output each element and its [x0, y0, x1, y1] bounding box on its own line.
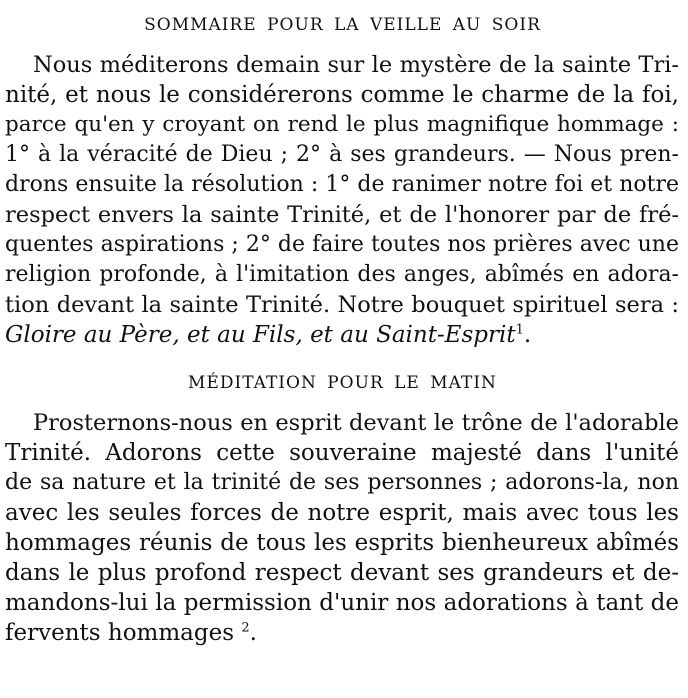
- text-line-final: [5, 618, 679, 648]
- text-line: de sa nature et la trinité de ses personnes ; adorons-la, non: [5, 470, 679, 495]
- paragraph-sommaire: [5, 50, 680, 350]
- text-line: Trinité. Adorons cette souveraine majesté dans l'unité: [5, 440, 679, 466]
- text-line: dans le plus profond respect devant ses grandeurs et de-: [5, 560, 679, 586]
- text-line: religion profonde, à l'imitation des anges, abîmés en adora-: [5, 262, 679, 287]
- paragraph-meditation: [5, 408, 680, 648]
- text-line: parce qu'en y croyant on rend le plus magnifique hommage :: [5, 112, 679, 137]
- footnote-marker: 1: [515, 322, 524, 338]
- section-heading-sommaire: SOMMAIRE POUR LA VEILLE AU SOIR: [144, 15, 541, 35]
- final-period: .: [249, 620, 257, 646]
- text-line: Prosternons-nous en esprit devant le trône de l'adorable: [33, 410, 679, 436]
- final-text: fervents hommages: [5, 620, 235, 646]
- text-line: hommages réunis de tous les esprits bienheureux abîmés: [5, 530, 679, 556]
- text-line: mandons-lui la permission d'unir nos adorations à tant de: [5, 590, 679, 616]
- text-line: drons ensuite la résolution : 1° de ranimer notre foi et notre: [5, 172, 679, 197]
- section-heading-meditation: MÉDITATION POUR LE MATIN: [188, 373, 497, 393]
- text-line: respect envers la sainte Trinité, et de l'honorer par de fré-: [5, 202, 679, 228]
- text-line: avec les seules forces de notre esprit, mais avec tous les: [5, 500, 679, 526]
- text-line: tion devant la sainte Trinité. Notre bouquet spirituel sera :: [5, 292, 679, 318]
- text-line: nité, et nous le considérerons comme le charme de la foi,: [5, 82, 679, 108]
- text-line: 1° à la véracité de Dieu ; 2° à ses grandeurs. — Nous pren-: [5, 142, 679, 167]
- text-line: Nous méditerons demain sur le mystère de la sainte Tri-: [33, 52, 679, 78]
- text-line: quentes aspirations ; 2° de faire toutes nos prières avec une: [5, 232, 679, 257]
- bouquet-spirituel: Gloire au Père, et au Fils, et au Saint-Esprit: [5, 322, 516, 348]
- bouquet-period: .: [523, 322, 532, 348]
- footnote-marker: 2: [241, 620, 250, 636]
- bouquet-line: [5, 320, 679, 350]
